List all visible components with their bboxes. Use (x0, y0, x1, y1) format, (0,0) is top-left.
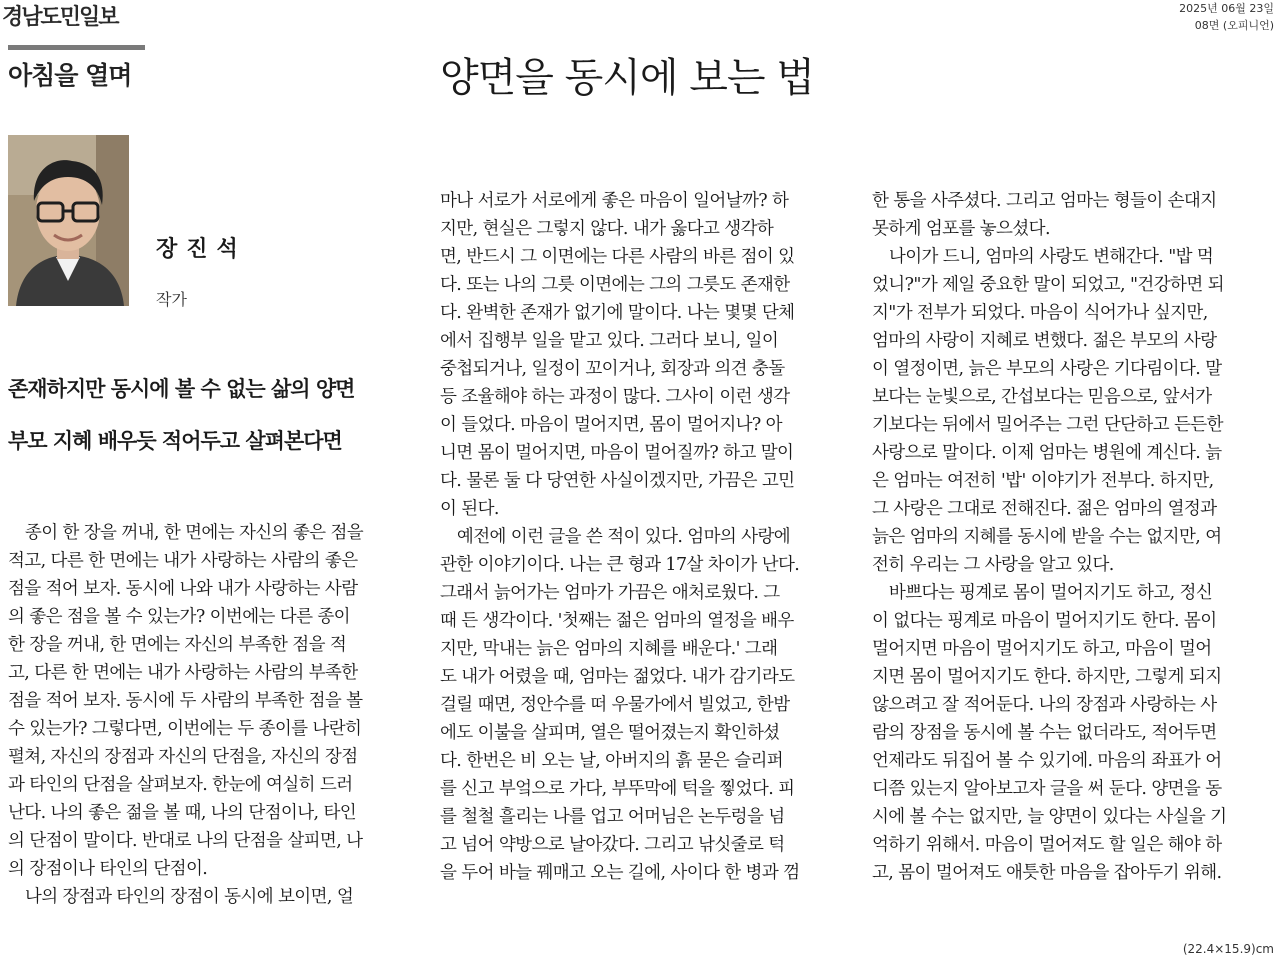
section-title: 아침을 열며 (8, 61, 132, 90)
text-line: 다. 또는 나의 그릇 이면에는 그의 그릇도 존재한 (440, 275, 790, 295)
text-line: 펼쳐, 자신의 장점과 자신의 단점을, 자신의 장점 (8, 747, 358, 767)
text-line: 지면 몸이 멀어지기도 한다. 하지만, 그렇게 되지 (872, 667, 1222, 687)
text-line: 때 든 생각이다. '첫째는 젊은 엄마의 열정을 배우 (440, 611, 794, 631)
issue-page: 08면 (오피니언) (1194, 19, 1274, 32)
text-line: 이 들었다. 마음이 멀어지면, 몸이 멀어지나? 아 (440, 415, 782, 435)
article-column-1 (8, 519, 412, 911)
newspaper-masthead: 경남도민일보 (2, 5, 118, 30)
text-line: 보다는 눈빛으로, 간섭보다는 믿음으로, 앞서가 (872, 387, 1212, 407)
text-line: 언제라도 뒤집어 볼 수 있기에. 마음의 좌표가 어 (872, 751, 1222, 771)
section-divider (8, 45, 145, 50)
text-line: 도 내가 어렸을 때, 엄마는 젊었다. 내가 감기라도 (440, 667, 795, 687)
text-line: 이 없다는 핑계로 마음이 멀어지기도 한다. 몸이 (872, 611, 1217, 631)
author-name: 장진석 (156, 237, 247, 262)
text-line: 면, 반드시 그 이면에는 다른 사람의 바른 점이 있 (440, 247, 795, 267)
text-line: 등 조율해야 하는 과정이 많다. 그사이 이런 생각 (440, 387, 790, 407)
issue-date: 2025년 06월 23일 (1179, 2, 1274, 15)
text-line: 적고, 다른 한 면에는 내가 사랑하는 사람의 좋은 (8, 551, 358, 571)
text-line: 마나 서로가 서로에게 좋은 마음이 일어날까? 하 (440, 191, 789, 211)
text-line: 수 있는가? 그렇다면, 이번에는 두 종이를 나란히 (8, 719, 362, 739)
author-role: 작가 (156, 290, 187, 309)
text-line: 를 철철 흘리는 나를 업고 어머님은 논두렁을 넘 (440, 807, 785, 827)
text-line: 고, 다른 한 면에는 내가 사랑하는 사람의 부족한 (8, 663, 358, 683)
article-headline: 양면을 동시에 보는 법 (440, 55, 814, 101)
text-line: 않으려고 잘 적어둔다. 나의 장점과 사랑하는 사 (872, 695, 1217, 715)
text-line: 그래서 늙어가는 엄마가 가끔은 애처로웠다. 그 (440, 583, 780, 603)
text-line: 중첩되거나, 일정이 꼬이거나, 회장과 의견 충돌 (440, 359, 785, 379)
text-line: 의 단점이 말이다. 반대로 나의 단점을 살피면, 나 (8, 831, 363, 851)
size-footnote: (22.4×15.9)cm (1182, 942, 1274, 956)
text-line: 다. 물론 둘 다 당연한 사실이겠지만, 가끔은 고민 (440, 471, 795, 491)
article-column-2 (440, 187, 845, 887)
text-line: 바쁘다는 핑계로 몸이 멀어지기도 하고, 정신 (872, 583, 1213, 603)
text-line: 지"가 전부가 되었다. 마음이 식어가나 싶지만, (872, 303, 1208, 323)
text-line: 한 장을 꺼내, 한 면에는 자신의 부족한 점을 적 (8, 635, 347, 655)
text-line: 디쯤 있는지 알아보고자 글을 써 둔다. 양면을 동 (872, 779, 1222, 799)
text-line: 의 좋은 점을 볼 수 있는가? 이번에는 다른 종이 (8, 607, 350, 627)
article-column-3 (872, 187, 1274, 887)
text-line: 점을 적어 보자. 동시에 두 사람의 부족한 점을 볼 (8, 691, 363, 711)
text-line: 한 통을 사주셨다. 그리고 엄마는 형들이 손대지 (872, 191, 1217, 211)
text-line: 고, 몸이 멀어져도 애틋한 마음을 잡아두기 위해. (872, 863, 1222, 883)
text-line: 시에 볼 수는 없지만, 늘 양면이 있다는 사실을 기 (872, 807, 1227, 827)
text-line: 고 넘어 약방으로 날아갔다. 그리고 낚싯줄로 턱 (440, 835, 785, 855)
subheadline-2: 부모 지혜 배우듯 적어두고 살펴본다면 (8, 429, 342, 453)
text-line: 람의 장점을 동시에 볼 수는 없더라도, 적어두면 (872, 723, 1217, 743)
text-line: 그 사랑은 그대로 전해진다. 젊은 엄마의 열정과 (872, 499, 1217, 519)
text-line: 의 장점이나 타인의 단점이. (8, 859, 208, 879)
text-line: 엄마의 사랑이 지혜로 변했다. 젊은 부모의 사랑 (872, 331, 1217, 351)
text-line: 니면 몸이 멀어지면, 마음이 멀어질까? 하고 말이 (440, 443, 794, 463)
text-line: 종이 한 장을 꺼내, 한 면에는 자신의 좋은 점을 (8, 523, 364, 543)
text-line: 나이가 드니, 엄마의 사랑도 변해간다. "밥 먹 (872, 247, 1214, 267)
text-line: 었니?"가 제일 중요한 말이 되었고, "건강하면 되 (872, 275, 1224, 295)
text-line: 멀어지면 마음이 멀어지기도 하고, 마음이 멀어 (872, 639, 1212, 659)
text-line: 나의 장점과 타인의 장점이 동시에 보이면, 얼 (8, 887, 354, 907)
text-line: 다. 완벽한 존재가 없기에 말이다. 나는 몇몇 단체 (440, 303, 795, 323)
text-line: 관한 이야기이다. 나는 큰 형과 17살 차이가 난다. (440, 555, 800, 575)
text-line: 사랑으로 말이다. 이제 엄마는 병원에 계신다. 늙 (872, 443, 1222, 463)
text-line: 지만, 현실은 그렇지 않다. 내가 옳다고 생각하 (440, 219, 774, 239)
text-line: 전히 우리는 그 사랑을 알고 있다. (872, 555, 1114, 575)
text-line: 다. 한번은 비 오는 날, 아버지의 흙 묻은 슬리퍼 (440, 751, 784, 771)
text-line: 에서 집행부 일을 맡고 있다. 그러다 보니, 일이 (440, 331, 779, 351)
author-photo (8, 135, 129, 306)
text-line: 난다. 나의 좋은 젊을 볼 때, 나의 단점이나, 타인 (8, 803, 357, 823)
text-line: 과 타인의 단점을 살펴보자. 한눈에 여실히 드러 (8, 775, 353, 795)
text-line: 억하기 위해서. 마음이 멀어져도 할 일은 해야 하 (872, 835, 1222, 855)
text-line: 점을 적어 보자. 동시에 나와 내가 사랑하는 사람 (8, 579, 358, 599)
text-line: 을 두어 바늘 꿰매고 오는 길에, 사이다 한 병과 껌 (440, 863, 800, 883)
text-line: 기보다는 뒤에서 밀어주는 그런 단단하고 든든한 (872, 415, 1223, 435)
text-line: 못하게 엄포를 놓으셨다. (872, 219, 1050, 239)
text-line: 지만, 막내는 늙은 엄마의 지혜를 배운다.' 그래 (440, 639, 778, 659)
text-line: 은 엄마는 여전히 '밥' 이야기가 전부다. 하지만, (872, 471, 1214, 491)
issue-meta (1179, 0, 1274, 34)
subheadline-1: 존재하지만 동시에 볼 수 없는 삶의 양면 (8, 377, 355, 401)
text-line: 이 된다. (440, 499, 499, 519)
text-line: 를 신고 부엌으로 가다, 부뚜막에 턱을 찧었다. 피 (440, 779, 795, 799)
text-line: 늙은 엄마의 지혜를 동시에 받을 수는 없지만, 여 (872, 527, 1222, 547)
text-line: 예전에 이런 글을 쓴 적이 있다. 엄마의 사랑에 (440, 527, 791, 547)
text-line: 이 열정이면, 늙은 부모의 사랑은 기다림이다. 말 (872, 359, 1222, 379)
text-line: 걸릴 때면, 정안수를 떠 우물가에서 빌었고, 한밤 (440, 695, 790, 715)
text-line: 에도 이불을 살피며, 열은 떨어졌는지 확인하셨 (440, 723, 780, 743)
